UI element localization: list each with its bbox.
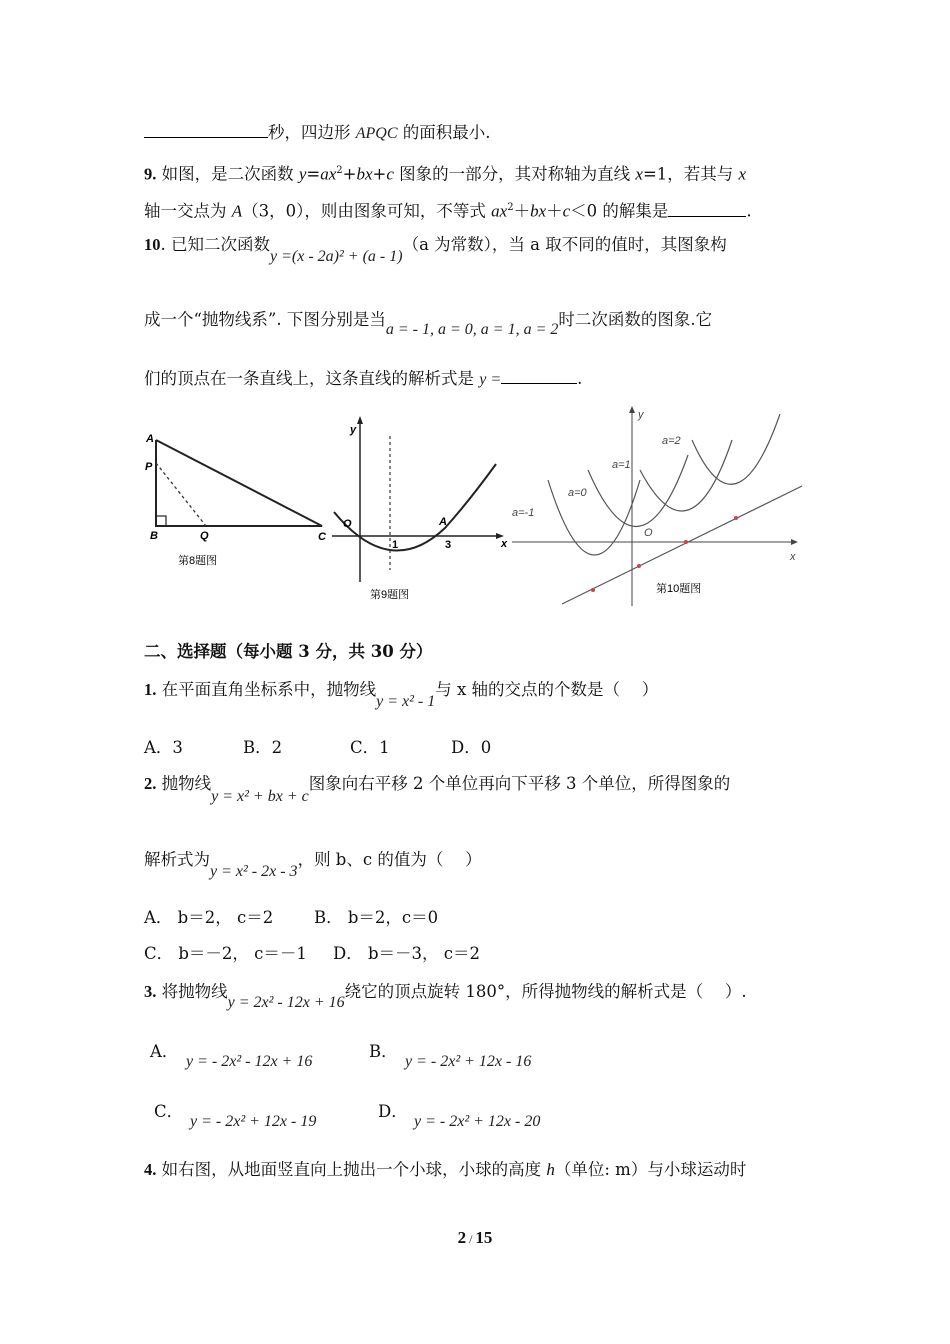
option-a: A． b＝2， c＝2 <box>144 908 274 927</box>
figure-caption: 第9题图 <box>370 589 410 601</box>
figure-9-parabola <box>332 416 508 601</box>
curve-label: a=1 <box>612 459 631 471</box>
svg-text:y: y <box>638 409 644 421</box>
point-label: A <box>146 433 154 445</box>
question-number: 10 <box>144 235 161 254</box>
svg-text:y: y <box>350 424 357 436</box>
svg-text:1: 1 <box>392 539 399 551</box>
formula: y = 2x² - 12x + 16 <box>227 994 345 1011</box>
curve-label: a=2 <box>662 435 681 447</box>
q10-line1: 10. 已知二次函数y =(x - 2a)² + (a - 1)（a 为常数），当 a 取不同的值时，其图象构 <box>144 235 727 265</box>
page-number: 2 / 15 <box>457 1228 493 1247</box>
point-label: C <box>318 531 326 543</box>
svg-text:3: 3 <box>445 539 452 551</box>
point-label: P <box>145 461 153 473</box>
q9-line1: 9. 如图，是二次函数 $y=ax^2+bx+c$ 图象的一部分，其对称轴为直线 x=1，若其与 x <box>144 164 747 184</box>
formula: y = x² + bx + c <box>211 788 309 805</box>
option-d-label: D． <box>378 1102 408 1121</box>
option-d: y = - 2x² + 12x - 20 <box>414 1113 541 1130</box>
option-b-label: B． <box>369 1042 398 1061</box>
formula: y =(x - 2a)² + (a - 1) <box>270 248 403 265</box>
option-c: y = - 2x² + 12x - 19 <box>190 1113 317 1130</box>
q9-line2: 轴一交点为 A（3，0），则由图象可知，不等式 $ax^2+bx+c<0$ 的解集是 . <box>144 201 752 221</box>
option-c: C．1 <box>350 738 390 757</box>
option-b: B．2 <box>243 738 283 757</box>
svg-text:O: O <box>644 527 653 539</box>
option-b: B． b＝2，c＝0 <box>314 908 439 927</box>
figure-caption: 第8题图 <box>178 555 218 567</box>
question-number: 3. <box>144 982 157 1001</box>
mc3-stem: 3. 将抛物线y = 2x² - 12x + 16绕它的顶点旋转 180°，所得抛物线的解析式是（ ）. <box>144 982 747 1011</box>
option-a: A．3 <box>144 738 183 757</box>
point-label: Q <box>200 530 209 542</box>
quadrilateral-label: APQC <box>355 125 398 142</box>
mc1-stem: 1. 在平面直角坐标系中，抛物线y = x² - 1与 x 轴的交点的个数是（ ） <box>144 680 659 710</box>
figure-8-triangle <box>145 433 327 567</box>
mc2-stem-line1: 2. 抛物线y = x² + bx + c图象向右平移 2 个单位再向下平移 3 个单位，所得图象的 <box>144 774 731 805</box>
option-c: C． b＝－2， c＝－1 <box>144 944 307 963</box>
figure-10-parabola-family <box>512 406 802 606</box>
point-label: B <box>150 530 158 542</box>
option-b: y = - 2x² + 12x - 16 <box>405 1053 532 1070</box>
svg-text:A: A <box>439 516 447 528</box>
question-number: 2. <box>144 774 157 793</box>
figures-row <box>140 400 820 610</box>
formula: y = x² - 2x - 3 <box>210 863 298 880</box>
mc4-stem: 4. 如右图，从地面竖直向上抛出一个小球，小球的高度 h（单位: m）与小球运动时 <box>144 1160 747 1179</box>
q8-tail-line: 秒，四边形 APQC 的面积最小. <box>144 121 810 146</box>
option-c-label: C． <box>154 1102 184 1121</box>
q10-line3: 们的顶点在一条直线上，这条直线的解析式是 y = . <box>144 369 583 388</box>
question-number: 9. <box>144 164 157 184</box>
answer-blank <box>144 121 268 138</box>
section-title: 二、选择题（每小题 3 分，共 30 分） <box>144 642 433 661</box>
q10-line2: 成一个“抛物线系”. 下图分别是当a = - 1, a = 0, a = 1, a = 2时二次函数的图象.它 <box>144 310 713 338</box>
answer-blank <box>668 200 746 217</box>
curve-label: a=-1 <box>512 507 535 519</box>
question-number: 4. <box>144 1160 157 1179</box>
question-number: 1. <box>144 680 157 699</box>
mc2-stem-line2: 解析式为y = x² - 2x - 3，则 b、c 的值为（ ） <box>144 850 482 880</box>
figure-caption: 第10题图 <box>656 583 702 595</box>
formula: y = x² - 1 <box>376 693 436 710</box>
formula: a = - 1, a = 0, a = 1, a = 2 <box>385 321 559 338</box>
option-a: y = - 2x² - 12x + 16 <box>186 1053 313 1070</box>
curve-label: a=0 <box>568 487 587 499</box>
svg-text:x: x <box>501 538 508 550</box>
answer-blank <box>501 367 577 384</box>
option-d: D．0 <box>451 738 492 757</box>
svg-text:O: O <box>343 518 352 530</box>
svg-text:x: x <box>790 551 796 563</box>
option-d: D． b＝－3， c＝2 <box>333 944 481 963</box>
option-a-label: A． <box>150 1042 179 1061</box>
